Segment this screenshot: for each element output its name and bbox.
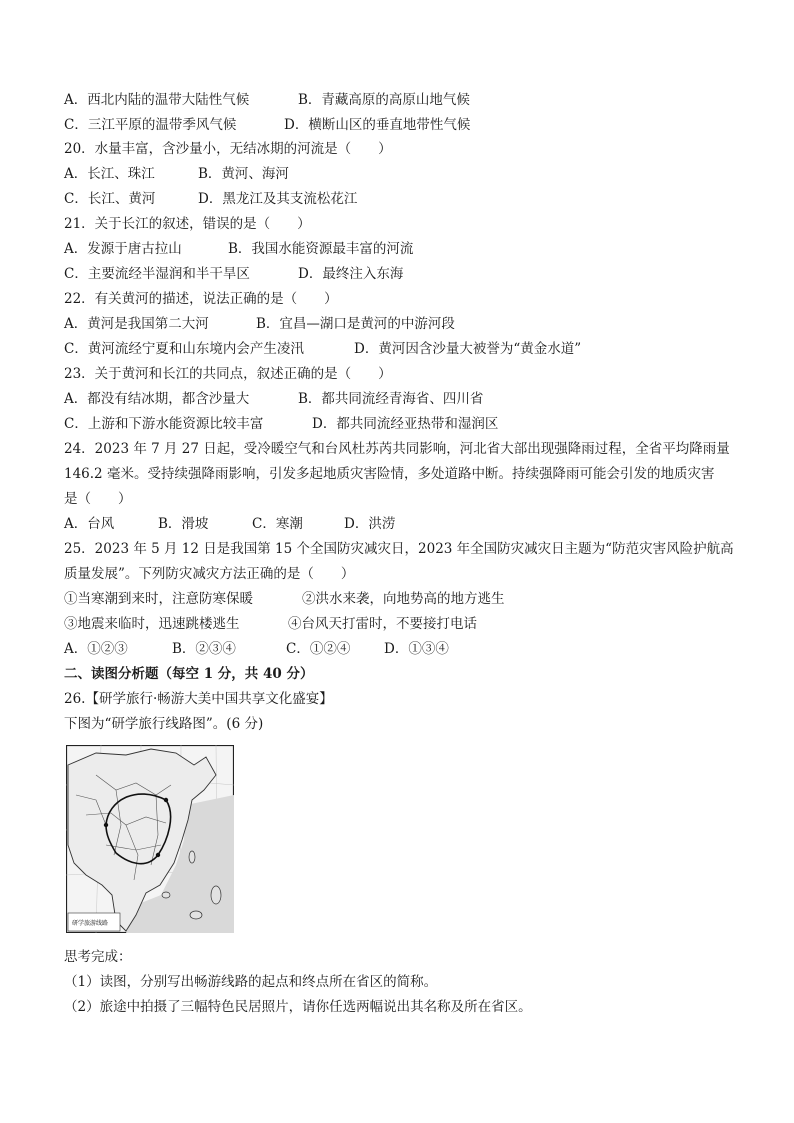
q24-stem-line1: 24．2023 年 7 月 27 日起，受冷暖空气和台风杜苏芮共同影响，河北省大部出现强降雨过程，全省平均降雨量 xyxy=(64,441,730,457)
q19-option-a: A．西北内陆的温带大陆性气候 xyxy=(64,92,250,108)
q24-option-d: D．洪涝 xyxy=(344,516,396,532)
q20-option-d: D．黑龙江及其支流松花江 xyxy=(198,191,358,207)
q26-intro: 下图为“研学旅行线路图”。(6 分) xyxy=(64,716,264,732)
section-heading: 二、读图分析题（每空 1 分，共 40 分） xyxy=(64,666,314,682)
q26-subquestion-1: （1）读图，分别写出畅游线路的起点和终点所在省区的简称。 xyxy=(64,974,438,990)
q23-option-d: D．都共同流经亚热带和湿润区 xyxy=(312,416,499,432)
q25-option-c: C．①②④ xyxy=(286,641,351,657)
q22-option-c: C．黄河流经宁夏和山东境内会产生凌汛 xyxy=(64,341,304,357)
q26-subquestion-2: （2）旅途中拍摄了三幅特色民居照片，请你任选两幅说出其名称及所在省区。 xyxy=(64,999,532,1015)
q19-option-c: C．三江平原的温带季风气候 xyxy=(64,117,237,133)
q25-item-2: ②洪水来袭，向地势高的地方逃生 xyxy=(302,591,505,607)
q25-option-b: B．②③④ xyxy=(172,641,236,657)
q21-option-d: D．最终注入东海 xyxy=(298,266,404,282)
q22-option-b: B．宜昌—湖口是黄河的中游河段 xyxy=(256,316,455,332)
q22-option-a: A．黄河是我国第二大河 xyxy=(64,316,209,332)
q21-stem: 21．关于长江的叙述，错误的是（ ） xyxy=(64,216,311,232)
q23-option-a: A．都没有结冰期，都含沙量大 xyxy=(64,391,250,407)
q20-option-a: A．长江、珠江 xyxy=(64,166,155,182)
q19-option-d: D．横断山区的垂直地带性气候 xyxy=(284,117,471,133)
q19-option-b: B．青藏高原的高原山地气候 xyxy=(298,92,470,108)
route-map xyxy=(66,745,234,933)
q21-option-b: B．我国水能资源最丰富的河流 xyxy=(228,241,414,257)
q23-stem: 23．关于黄河和长江的共同点，叙述正确的是（ ） xyxy=(64,366,392,382)
q23-option-b: B．都共同流经青海省、四川省 xyxy=(298,391,484,407)
q24-option-a: A．台风 xyxy=(64,516,115,532)
q20-option-b: B．黄河、海河 xyxy=(198,166,289,182)
q25-item-3: ③地震来临时，迅速跳楼逃生 xyxy=(64,616,240,632)
q20-option-c: C．长江、黄河 xyxy=(64,191,156,207)
route-point xyxy=(104,823,108,827)
route-point xyxy=(164,798,168,802)
q20-stem: 20．水量丰富，含沙量小，无结冰期的河流是（ ） xyxy=(64,141,392,157)
q22-stem: 22．有关黄河的描述，说法正确的是（ ） xyxy=(64,291,338,307)
q25-item-4: ④台风天打雷时，不要接打电话 xyxy=(288,616,477,632)
q25-stem-line1: 25．2023 年 5 月 12 日是我国第 15 个全国防灾减灾日，2023 年全国防灾减灾日主题为“防范灾害风险护航高 xyxy=(64,541,734,557)
q21-option-c: C．主要流经半湿润和半干旱区 xyxy=(64,266,250,282)
q21-option-a: A．发源于唐古拉山 xyxy=(64,241,182,257)
map-caption: 研学旅游线路 xyxy=(72,920,109,927)
q22-option-d: D．黄河因含沙量大被誉为“黄金水道” xyxy=(354,341,582,357)
q24-option-c: C．寒潮 xyxy=(252,516,303,532)
route-point xyxy=(156,853,160,857)
q24-option-b: B．滑坡 xyxy=(158,516,209,532)
q24-stem-line3: 是（ ） xyxy=(64,491,132,507)
q25-option-d: D．①③④ xyxy=(384,641,449,657)
q24-stem-line2: 146.2 毫米。受持续强降雨影响，引发多起地质灾害险情，多处道路中断。持续强降雨可能会引发的地质灾害 xyxy=(64,466,715,482)
q25-option-a: A．①②③ xyxy=(64,641,128,657)
q26-title: 26.【研学旅行·畅游大美中国共享文化盛宴】 xyxy=(64,691,333,707)
q25-stem-line2: 质量发展”。下列防灾减灾方法正确的是（ ） xyxy=(64,566,355,582)
q23-option-c: C．上游和下游水能资源比较丰富 xyxy=(64,416,264,432)
think-label: 思考完成： xyxy=(64,949,132,965)
q25-item-1: ①当寒潮到来时，注意防寒保暖 xyxy=(64,591,253,607)
